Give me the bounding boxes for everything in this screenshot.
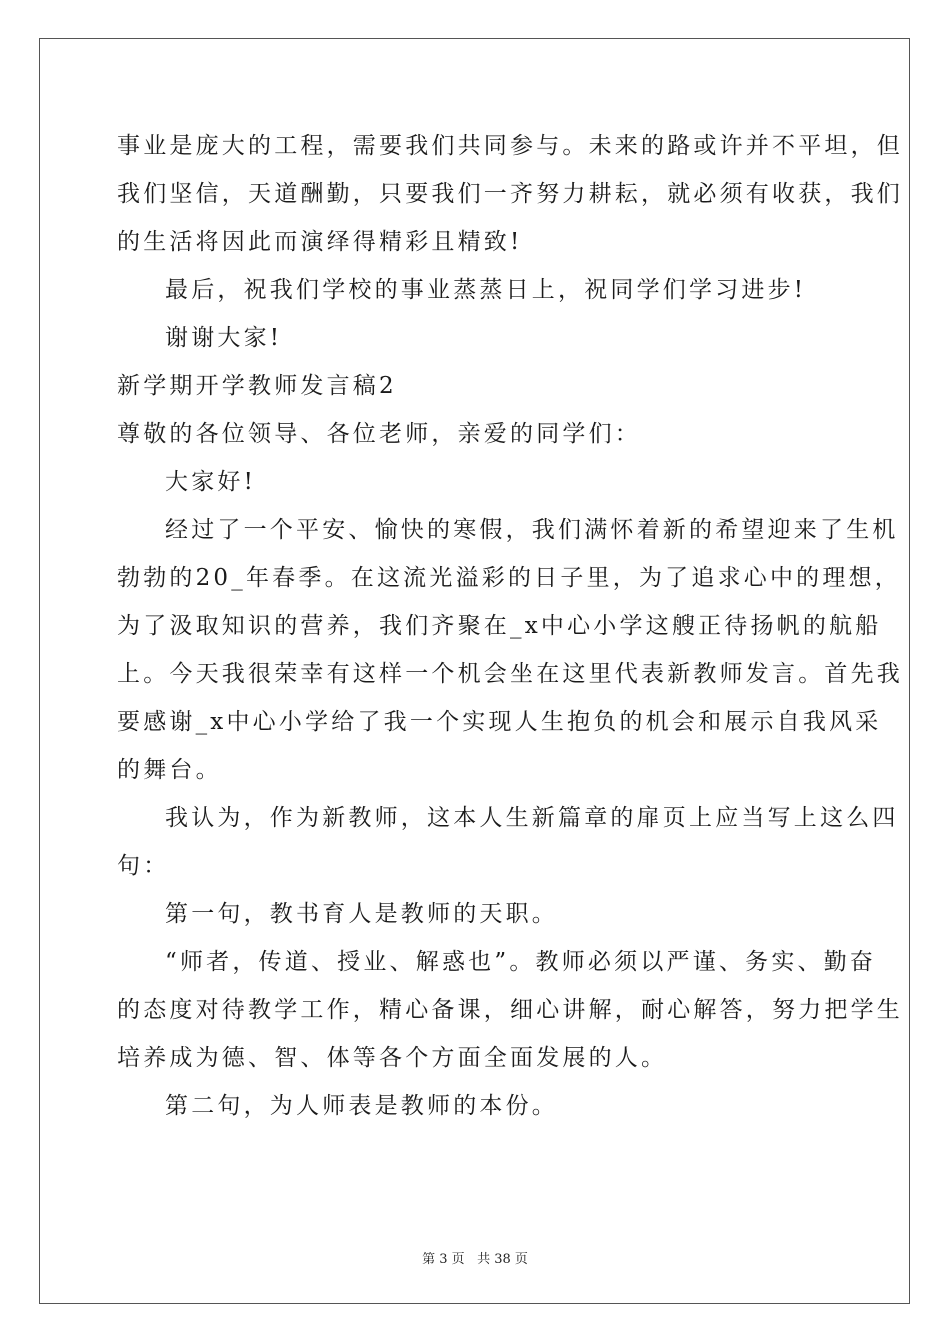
paragraph: [117, 890, 837, 938]
text-line: “师者，传道、授业、解惑也”。教师必须以严谨、务实、勤奋: [165, 949, 877, 975]
text-line: 尊敬的各位领导、各位老师，亲爱的同学们：: [117, 421, 641, 447]
text-line: 上。今天我很荣幸有这样一个机会坐在这里代表新教师发言。首先我: [117, 661, 903, 687]
text-line: 的态度对待教学工作，精心备课，细心讲解，耐心解答，努力把学生: [117, 997, 903, 1023]
text-line: 最后，祝我们学校的事业蒸蒸日上，祝同学们学习进步!: [165, 277, 807, 303]
page-footer: [0, 1248, 950, 1267]
paragraph: [117, 506, 903, 794]
paragraph: [117, 458, 837, 506]
text-line: 的舞台。: [117, 757, 222, 783]
paragraph: [117, 794, 899, 890]
page-number: 第 3 页: [422, 1252, 465, 1267]
text-line: 为了汲取知识的营养，我们齐聚在_x中心小学这艘正待扬帆的航船: [117, 613, 882, 639]
text-line: 要感谢_x中心小学给了我一个实现人生抱负的机会和展示自我风采: [117, 709, 882, 735]
text-line: 句：: [117, 853, 170, 879]
text-line: 事业是庞大的工程，需要我们共同参与。未来的路或许并不平坦，但: [117, 133, 903, 159]
paragraph: [117, 410, 837, 458]
text-line: 经过了一个平安、愉快的寒假，我们满怀着新的希望迎来了生机: [165, 517, 899, 543]
paragraph: [117, 122, 903, 266]
text-line: 的生活将因此而演绎得精彩且精致!: [117, 229, 523, 255]
paragraph: [117, 266, 837, 314]
text-line: 谢谢大家!: [165, 325, 283, 351]
paragraph: [117, 314, 837, 362]
paragraph: [117, 938, 903, 1082]
text-line: 新学期开学教师发言稿2: [117, 373, 397, 399]
page-total: 共 38 页: [477, 1252, 528, 1267]
text-line: 培养成为德、智、体等各个方面全面发展的人。: [117, 1045, 668, 1071]
text-line: 第二句，为人师表是教师的本份。: [165, 1093, 558, 1119]
paragraph: [117, 362, 837, 410]
text-line: 我认为，作为新教师，这本人生新篇章的扉页上应当写上这么四: [165, 805, 899, 831]
document-body: [117, 122, 903, 1130]
text-line: 第一句，教书育人是教师的天职。: [165, 901, 558, 927]
text-line: 大家好!: [165, 469, 257, 495]
text-line: 我们坚信，天道酬勤，只要我们一齐努力耕耘，就必须有收获，我们: [117, 181, 903, 207]
paragraph: [117, 1082, 837, 1130]
text-line: 勃勃的20_年春季。在这流光溢彩的日子里，为了追求心中的理想，: [117, 565, 901, 591]
